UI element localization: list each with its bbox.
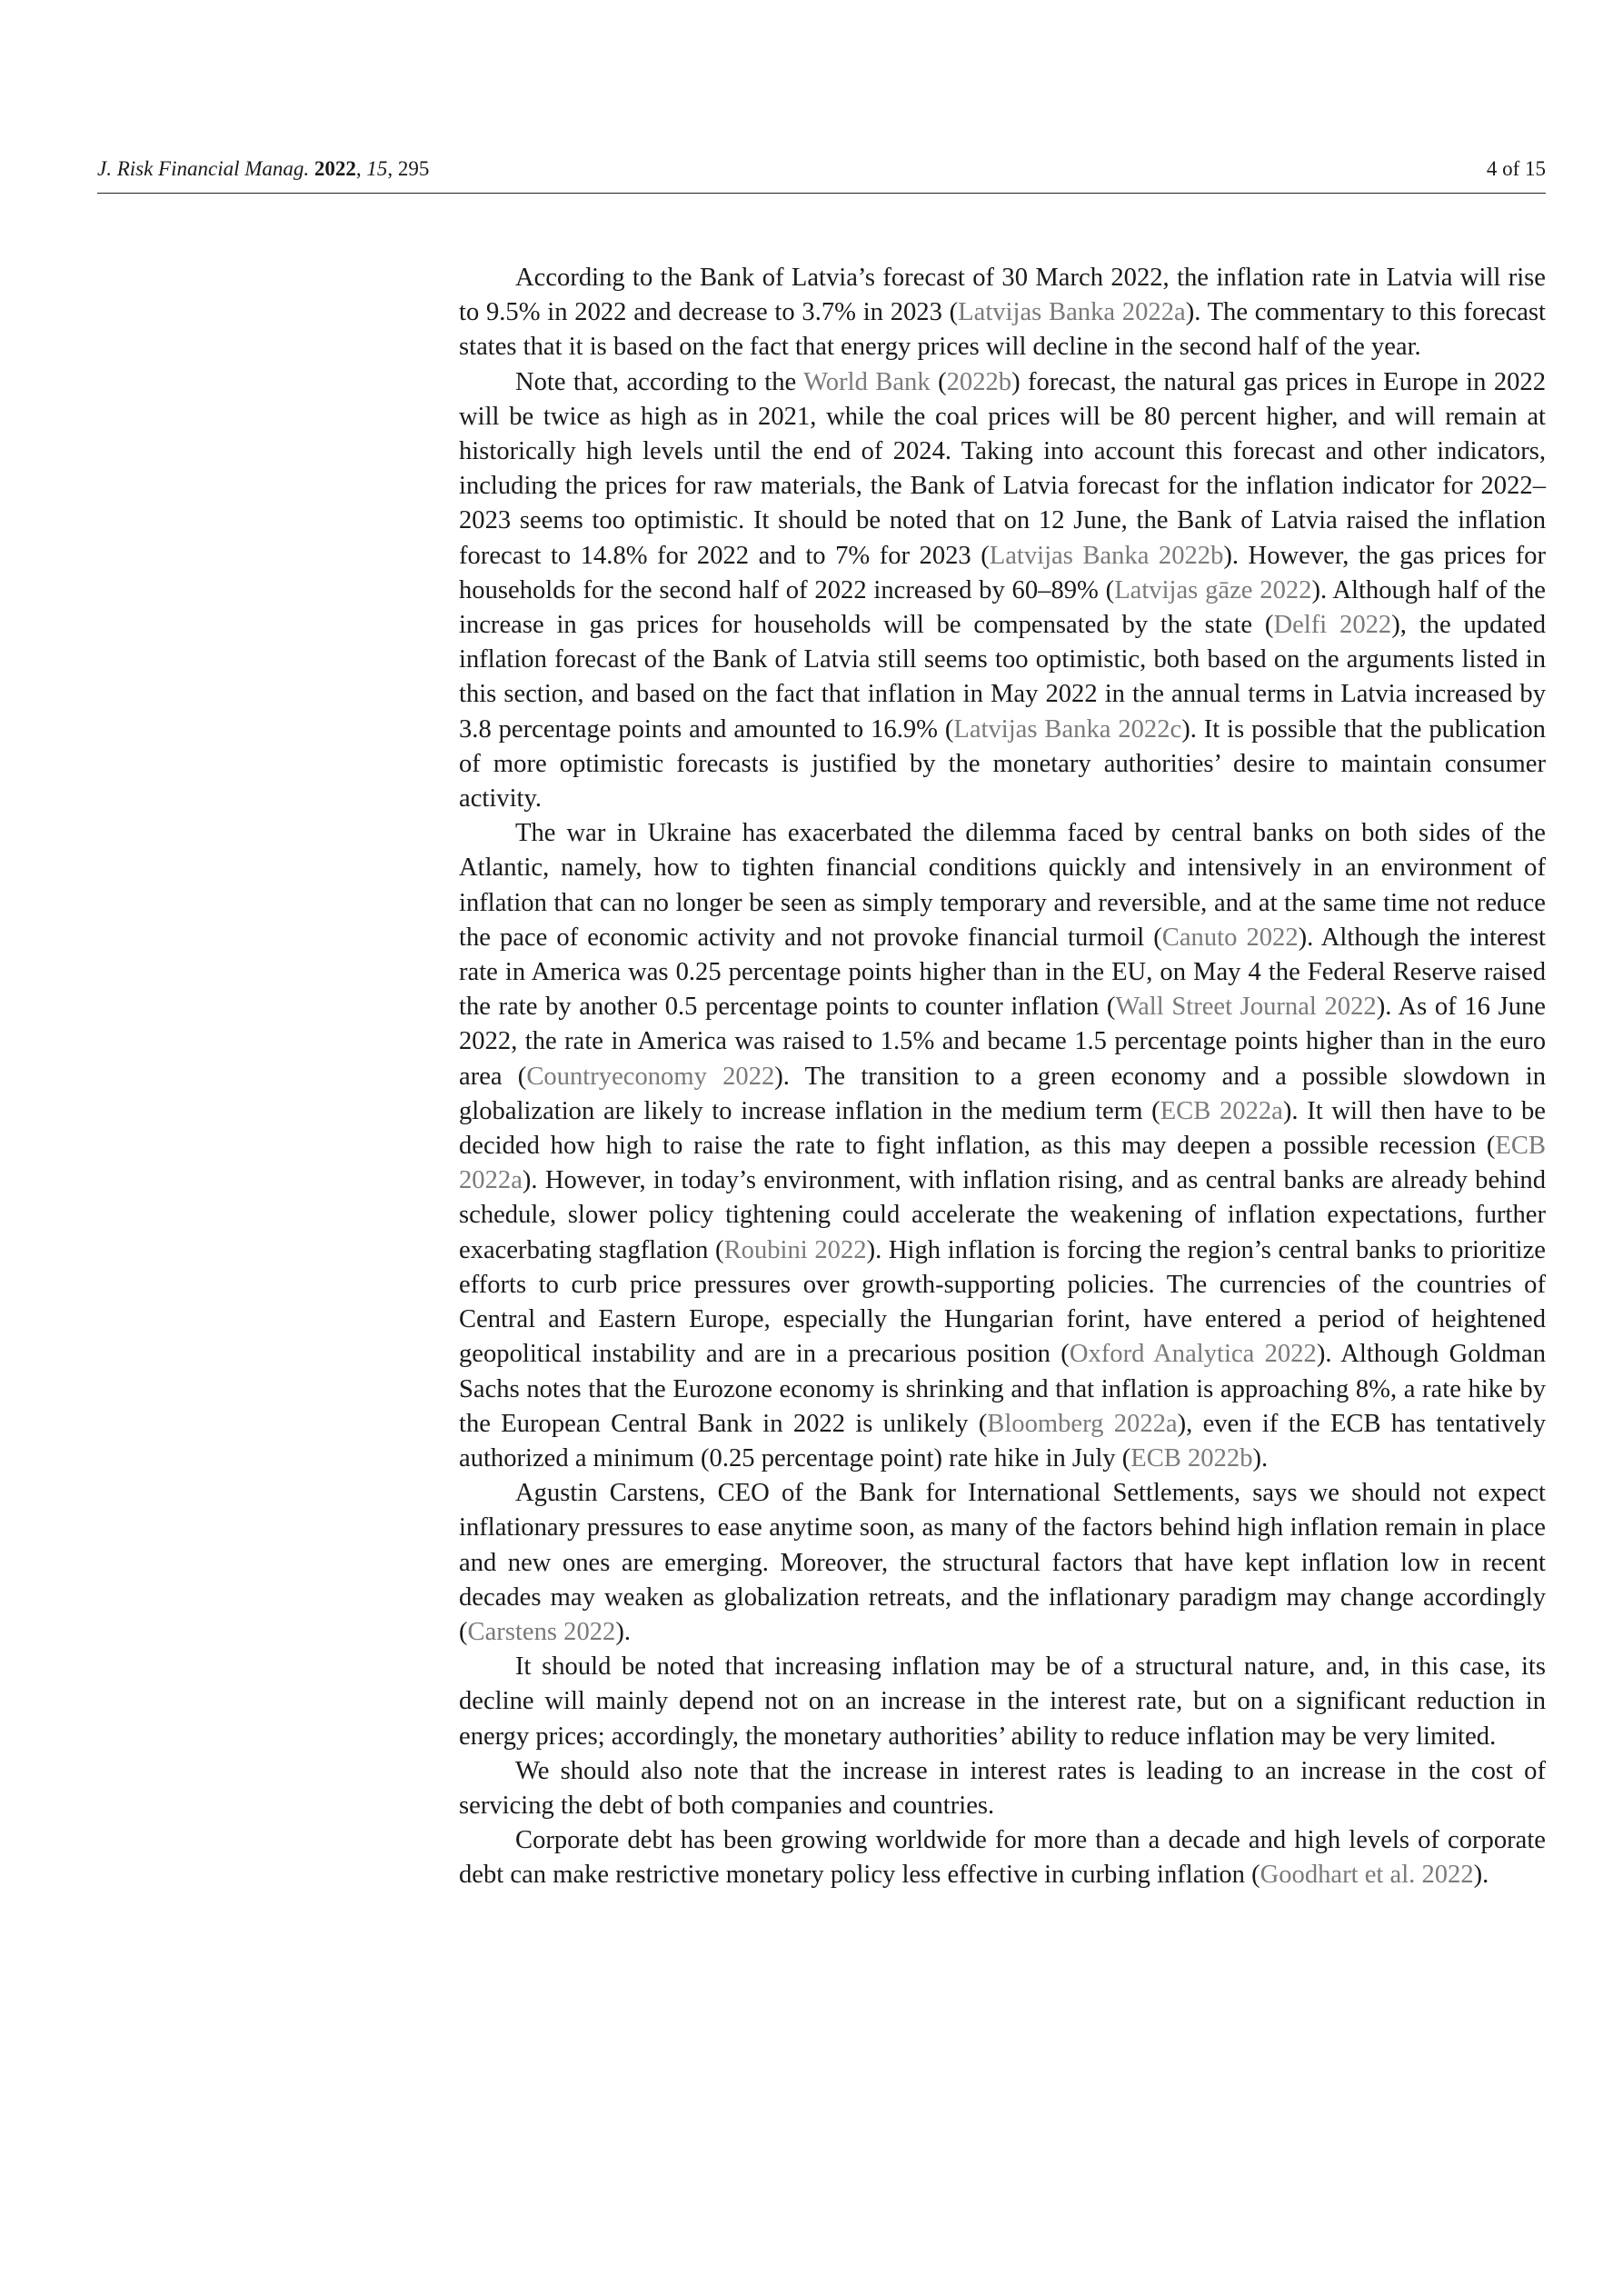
paragraph-text: ).: [615, 1617, 632, 1646]
paragraph: [459, 1823, 1546, 1892]
body-text: [459, 261, 1546, 1893]
paragraph-text: Corporate debt has been growing worldwide for more than a decade and high levels of corporate debt can make restrictive monetary policy less effective in curbing inflation (: [459, 1826, 1546, 1890]
paragraph-text: ). Although the interest rate in America was 0.25 percentage points higher than in the EU, on May 4 the Federal Reserve raised the rate by another 0.5 percentage points to counter inflation (: [459, 923, 1547, 1022]
paragraph-text: ). However, in today’s environment, with inflation rising, and as central banks are already behind schedule, slower policy tightening could accelerate the weakening of inflation expectations, further exacerbating stagflation (: [459, 1166, 1546, 1264]
paragraph: [459, 816, 1546, 1476]
citation-link[interactable]: ECB 2022a: [1160, 1096, 1283, 1125]
paragraph-text: ). High inflation is forcing the region’s central banks to prioritize efforts to curb price pressures over growth-supporting policies. The currencies of the countries of Central and Eastern Europe, especially the Hungarian forint, have entered a period of heightened geopolitical instability and are in a precarious position (: [459, 1235, 1546, 1369]
paragraph: [459, 261, 1546, 365]
citation-link[interactable]: 2022b: [946, 367, 1012, 396]
paragraph-text: ).: [1473, 1861, 1489, 1890]
citation-link[interactable]: ECB 2022b: [1130, 1443, 1253, 1472]
citation-link[interactable]: Latvijas Banka 2022c: [953, 714, 1182, 744]
running-header: [97, 151, 1546, 187]
paragraph-text: ) forecast, the natural gas prices in Europe in 2022 will be twice as high as in 2021, while the coal prices will be 80 percent higher, and will remain at historically high levels until the end of 2024. Taking into account this forecast and other indicators, including the prices for raw materials, the Bank of Latvia forecast for the inflation indicator for 2022–2023 seems too optimistic. It should be noted that on 12 June, the Bank of Latvia raised the inflation forecast to 14.8% for 2022 and to 7% for 2023 (: [459, 367, 1547, 570]
paragraph-text: The war in Ukraine has exacerbated the dilemma faced by central banks on both sides of the Atlantic, namely, how to tighten financial conditions quickly and intensively in an environment of inflation that can no longer be seen as simply temporary and reversible, and at the same time not reduce the pace of economic activity and not provoke financial turmoil (: [459, 819, 1546, 952]
journal-volume: 15: [366, 157, 388, 180]
paragraph-text: It should be noted that increasing inflation may be of a structural nature, and, in this case, its decline will mainly depend not on an increase in the interest rate, but on a significant reduction in energy prices; accordingly, the monetary authorities’ ability to reduce inflation may be very limited.: [459, 1652, 1546, 1751]
citation-link[interactable]: Canuto 2022: [1161, 923, 1299, 952]
citation-link[interactable]: Latvijas Banka 2022a: [958, 298, 1186, 327]
journal-abbrev: J. Risk Financial Manag.: [97, 157, 310, 180]
paragraph-text: According to the Bank of Latvia’s forecast of 30 March 2022, the inflation rate in Latvia will rise to 9.5% in 2022 and decrease to 3.7% in 2023 (: [459, 264, 1546, 327]
paragraph-text: We should also note that the increase in interest rates is leading to an increase in the cost of servicing the debt of both companies and countries.: [459, 1756, 1546, 1820]
citation-link[interactable]: Countryeconomy 2022: [526, 1062, 775, 1091]
citation-link[interactable]: Latvijas gāze 2022: [1114, 575, 1312, 604]
paragraph-text: (: [930, 367, 947, 396]
paragraph-text: ), even if the ECB has tentatively authorized a minimum (0.25 percentage point) rate hike in July (: [459, 1409, 1546, 1472]
paragraph: [459, 1754, 1546, 1823]
citation-link[interactable]: Wall Street Journal 2022: [1115, 993, 1377, 1022]
citation-link[interactable]: Carstens 2022: [467, 1617, 616, 1646]
citation-link[interactable]: World Bank: [803, 367, 931, 396]
paragraph: [459, 365, 1546, 817]
paragraph-text: Agustin Carstens, CEO of the Bank for International Settlements, says we should not expect inflationary pressures to ease anytime soon, as many of the factors behind high inflation remain in place and new ones are emerging. Moreover, the structural factors that have kept inflation low in recent decades may weaken as globalization retreats, and the inflationary paradigm may change accordingly (: [459, 1479, 1546, 1646]
paragraph-text: ). However, the gas prices for households for the second half of 2022 increased by 60–89% (: [459, 541, 1546, 604]
paragraph-text: ). Although Goldman Sachs notes that the Eurozone economy is shrinking and that inflation is approaching 8%, a rate hike by the European Central Bank in 2022 is unlikely (: [459, 1340, 1547, 1438]
paragraph-text: Note that, according to the: [515, 367, 804, 396]
citation-link[interactable]: Goodhart et al. 2022: [1260, 1861, 1474, 1890]
journal-citation: J. Risk Financial Manag. 2022, 15, 295: [97, 157, 430, 180]
citation-link[interactable]: ECB 2022a: [459, 1132, 1546, 1195]
paragraph-text: ).: [1252, 1443, 1269, 1472]
paragraph-text: ). It will then have to be decided how high to raise the rate to fight inflation, as this may deepen a possible recession (: [459, 1096, 1546, 1161]
paragraph-text: ). As of 16 June 2022, the rate in America was raised to 1.5% and became 1.5 percentage points higher than in the euro area (: [459, 993, 1546, 1091]
paragraph-text: ). The commentary to this forecast states that it is based on the fact that energy prices will decline in the second half of the year.: [459, 298, 1546, 362]
citation-link[interactable]: Delfi 2022: [1273, 611, 1392, 640]
paragraph: [459, 1650, 1546, 1754]
paragraph-text: ). It is possible that the publication of more optimistic forecasts is justified by the monetary authorities’ desire to maintain consumer activity.: [459, 714, 1546, 814]
citation-link[interactable]: Oxford Analytica 2022: [1069, 1340, 1317, 1369]
article-number: 295: [397, 157, 430, 180]
header-rule: [97, 193, 1546, 194]
paragraph-text: ). The transition to a green economy and a possible slowdown in globalization are likely to increase inflation in the medium term (: [459, 1062, 1546, 1125]
citation-link[interactable]: Roubini 2022: [723, 1235, 867, 1264]
citation-link[interactable]: Bloomberg 2022a: [987, 1409, 1178, 1438]
paragraph-text: ), the updated inflation forecast of the Bank of Latvia still seems too optimistic, both based on the arguments listed in this section, and based on the fact that inflation in May 2022 in the annual terms in Latvia increased by 3.8 percentage points and amounted to 16.9% (: [459, 611, 1546, 744]
paragraph-text: ). Although half of the increase in gas prices for households will be compensated by the state (: [459, 575, 1546, 640]
paragraph: [459, 1476, 1546, 1650]
page-number: 4 of 15: [1486, 157, 1546, 180]
citation-link[interactable]: Latvijas Banka 2022b: [989, 541, 1224, 570]
journal-year: 2022: [314, 157, 356, 180]
